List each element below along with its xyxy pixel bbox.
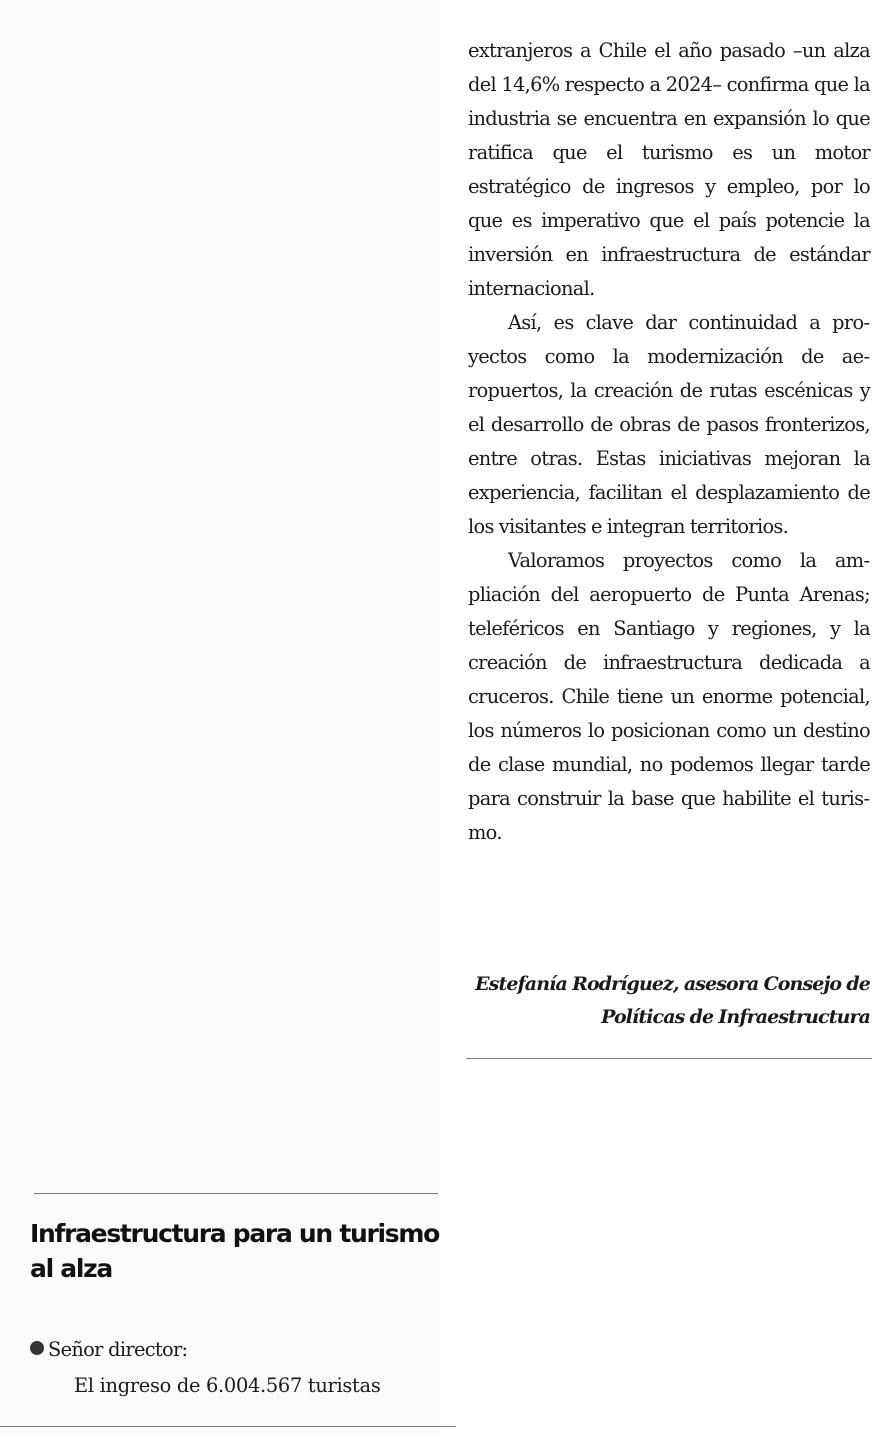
letter-opening-line: El ingreso de 6.004.567 turistas [74, 1374, 381, 1397]
body-paragraph: Valoramos proyectos como la ampliación del aeropuerto de Punta Arenas; teleféricos en Santiago y regiones, y la creación de infraestructura dedicada a cruceros. Chile tiene un enorme potencial, los números lo posicionan como un destino de clase mundial, no podemos llegar tarde para construir la base que habilite el turismo. [468, 549, 870, 844]
divider [34, 1193, 438, 1194]
letter-headline: Infraestructura para un turismo al alza [30, 1219, 439, 1283]
letter-signature: Estefanía Rodríguez, asesora Consejo de Políticas de Infraestructura [475, 973, 870, 1028]
body-paragraph: extranjeros a Chile el año pasado –un alza del 14,6% respecto a 2024– confirma que la industria se encuentra en expansión lo que ratifica que el turismo es un motor estratégico de ingresos y empleo, por lo que es imperativo que el país potencie la inversión en infraestructura de estándar internacional. [468, 39, 870, 300]
divider [466, 1058, 872, 1059]
divider [0, 1426, 456, 1427]
letter-continuation [468, 34, 870, 850]
body-paragraph: Así, es clave dar continuidad a proyectos como la modernización de aeropuertos, la creación de rutas escénicas y el desarrollo de obras de pasos fronterizos, entre otras. Estas iniciativas mejoran la experiencia, facilitan el desplazamiento de los visitantes e integran territorios. [468, 311, 870, 538]
bullet-icon [30, 1341, 44, 1355]
letter-salutation [30, 1333, 187, 1367]
salutation-text: Señor director: [48, 1338, 188, 1361]
